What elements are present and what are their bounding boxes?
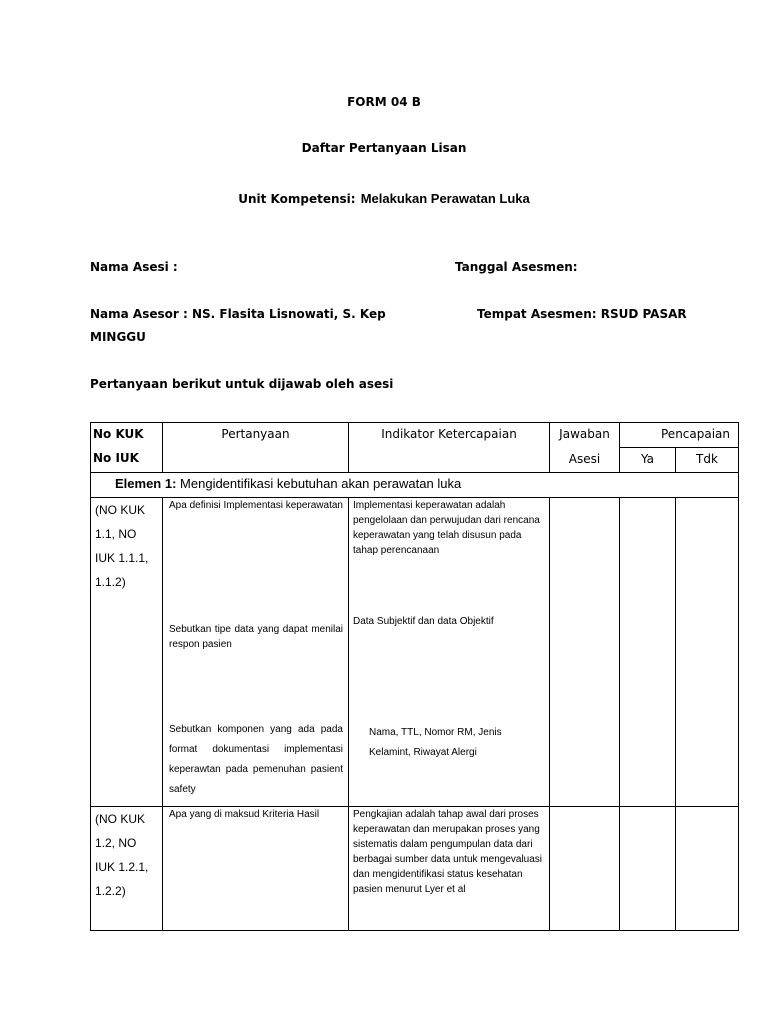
question-text: Sebutkan komponen yang ada pada format dokumentasi implementasi keperawtan pada pemenuhan pasient safety <box>169 724 343 795</box>
header-asesi: Asesi <box>568 451 601 466</box>
question-text: Apa definisi Implementasi keperawatan <box>169 500 343 511</box>
kuk-line: IUK 1.1.1, <box>95 551 149 565</box>
header-pencapaian-cell <box>620 423 739 448</box>
header-tdk: Tdk <box>696 452 718 466</box>
table-row <box>91 807 739 931</box>
header-no-kuk: No KUK <box>93 427 144 441</box>
header-indikator-cell <box>349 423 550 473</box>
pertanyaan-cell <box>163 807 349 931</box>
jawaban-cell[interactable] <box>550 807 620 931</box>
header-no-iuk: No IUK <box>93 451 139 465</box>
ya-cell[interactable] <box>620 498 676 807</box>
unit-label: Unit Kompetensi: <box>238 192 356 206</box>
jawaban-cell[interactable] <box>550 498 620 807</box>
indikator-cell <box>349 807 550 931</box>
instruction-text: Pertanyaan berikut untuk dijawab oleh asesi <box>90 377 394 391</box>
ya-cell[interactable] <box>620 807 676 931</box>
header-jawaban: Jawaban <box>559 427 610 441</box>
tempat-asesmen-continuation: MINGGU <box>90 330 146 344</box>
elemen-cell <box>91 473 739 498</box>
kuk-line: 1.1, NO <box>95 527 137 541</box>
kuk-line: 1.1.2) <box>95 575 126 589</box>
question-table <box>90 422 739 931</box>
header-pencapaian: Pencapaian <box>661 427 731 441</box>
unit-value: Melakukan Perawatan Luka <box>360 191 530 206</box>
indicator-text: Implementasi keperawatan adalah pengelolaan dan perwujudan dari rencana keperawatan yang telah disusun pada tahap perencanaan <box>353 500 540 556</box>
indicator-text: Pengkajian adalah tahap awal dari proses keperawatan dan merupakan proses yang sistematis dalam pengumpulan data dari berbagai sumber data untuk mengevaluasi dan mengidentifikasi status kesehatan pasien menurut Lyer et al <box>353 809 543 895</box>
indikator-cell <box>349 498 550 807</box>
elemen-heading <box>91 473 738 497</box>
elemen-text: Mengidentifikasi kebutuhan akan perawatan luka <box>180 476 462 491</box>
tdk-cell[interactable] <box>676 498 739 807</box>
header-asesi-cell <box>550 448 620 473</box>
unit-kompetensi <box>0 188 768 207</box>
elemen-label: Elemen 1: <box>115 476 177 491</box>
kuk-line: 1.2.2) <box>95 884 126 898</box>
header-ya-cell <box>620 448 676 473</box>
question-text: Sebutkan tipe data yang dapat menilai respon pasien <box>169 624 343 650</box>
form-title: Daftar Pertanyaan Lisan <box>301 141 467 155</box>
header-pertanyaan-cell <box>163 423 349 473</box>
tdk-cell[interactable] <box>676 807 739 931</box>
kuk-cell <box>91 807 163 931</box>
kuk-cell <box>91 498 163 807</box>
header-indikator: Indikator Ketercapaian <box>381 427 517 441</box>
kuk-reference <box>91 498 162 594</box>
pertanyaan-cell <box>163 498 349 807</box>
header-pertanyaan: Pertanyaan <box>221 427 290 441</box>
kuk-line: 1.2, NO <box>95 836 137 850</box>
question-text: Apa yang di maksud Kriteria Hasil <box>169 809 320 820</box>
kuk-line: (NO KUK <box>95 503 146 517</box>
kuk-line: (NO KUK <box>95 812 146 826</box>
table-header-row <box>91 423 739 448</box>
indicator-text: Nama, TTL, Nomor RM, Jenis Kelamint, Riwayat Alergi <box>369 727 502 758</box>
nama-asesor-field: Nama Asesor : NS. Flasita Lisnowati, S. Kep <box>90 307 386 321</box>
header-tdk-cell <box>676 448 739 473</box>
nama-asesi-field: Nama Asesi : <box>90 260 178 274</box>
form-code: FORM 04 B <box>347 95 421 109</box>
elemen-row <box>91 473 739 498</box>
kuk-reference <box>91 807 162 903</box>
indicator-text: Data Subjektif dan data Objektif <box>353 616 494 627</box>
kuk-line: IUK 1.2.1, <box>95 860 149 874</box>
header-no-kuk-iuk <box>91 423 163 473</box>
table-row <box>91 498 739 807</box>
tempat-asesmen-field: Tempat Asesmen: RSUD PASAR <box>477 307 687 321</box>
header-jawaban-cell <box>550 423 620 448</box>
header-ya: Ya <box>640 452 655 466</box>
tanggal-asesmen-field: Tanggal Asesmen: <box>455 260 578 274</box>
